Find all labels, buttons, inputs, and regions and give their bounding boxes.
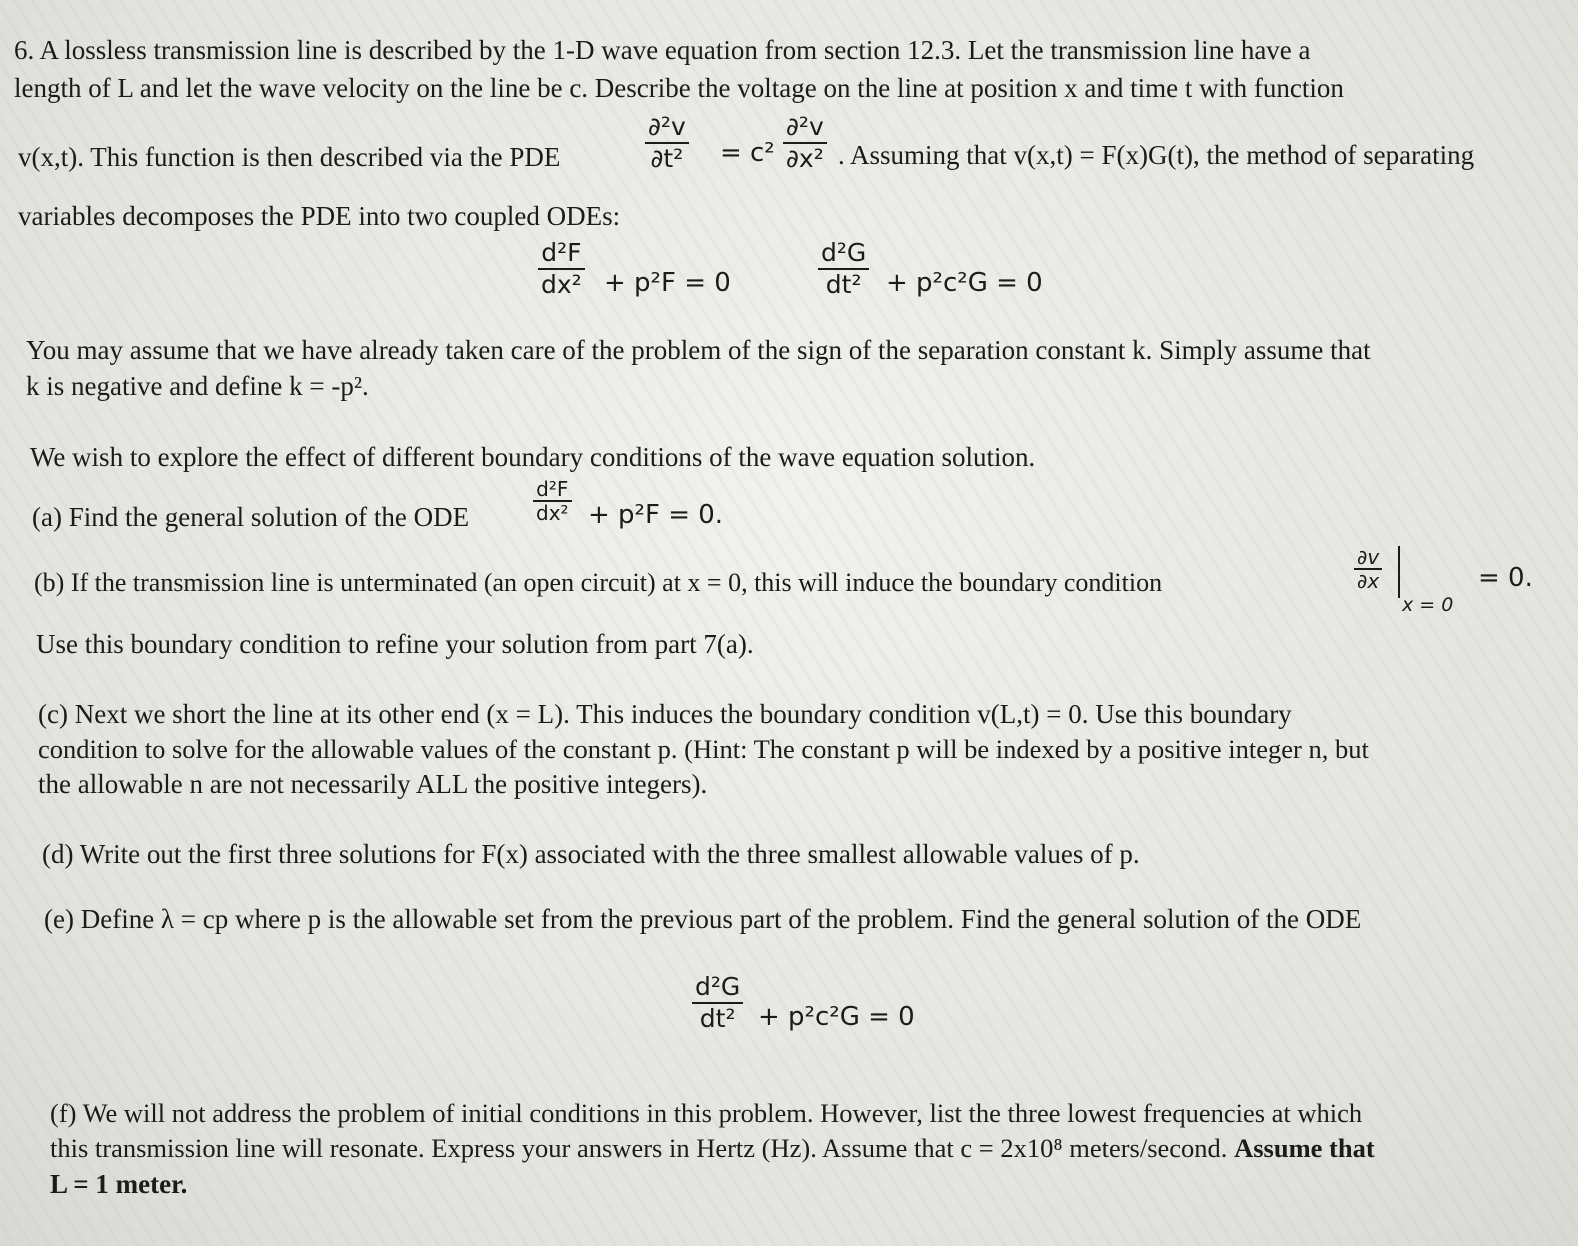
part-e-line-1: (e) Define λ = cp where p is the allowable set from the previous part of the problem. Find the general solution of the ODE [44, 904, 1362, 934]
problem-line-1: 6. A lossless transmission line is described by the 1-D wave equation from section 12.3. Let the transmission line have a [14, 35, 1311, 65]
part-a-numerator: d²F [536, 477, 569, 501]
part-a-text: (a) Find the general solution of the ODE [32, 502, 470, 532]
problem-line-2: length of L and let the wave velocity on the line be c. Describe the voltage on the line at position x and time t with function [14, 73, 1344, 103]
problem-line-3-post: . Assuming that v(x,t) = F(x)G(t), the method of separating [838, 140, 1475, 170]
part-b-denominator: ∂x [1357, 569, 1380, 593]
part-f-line-2-text: this transmission line will resonate. Express your answers in Hertz (Hz). Assume that c = 2x10⁸ meters/second. [50, 1133, 1228, 1163]
pde-coefficient: c² [750, 138, 775, 168]
part-f-line-3: L = 1 meter. [50, 1169, 188, 1199]
part-b-evaluation-point: x = 0 [1402, 594, 1454, 616]
ode2-rest: + p²c²G = 0 [886, 268, 1043, 298]
problem-line-3-pre: v(x,t). This function is then described via the PDE [18, 142, 561, 172]
part-b-line-2: Use this boundary condition to refine your solution from part 7(a). [36, 629, 754, 659]
part-e-numerator: d²G [695, 972, 741, 1001]
pde-lhs-numerator: ∂²v [648, 112, 686, 141]
part-e-equation-rest: + p²c²G = 0 [758, 1002, 915, 1032]
ode2-fraction [818, 238, 869, 300]
part-c-line-1: (c) Next we short the line at its other end (x = L). This induces the boundary condition v(L,t) = 0. Use this boundary [38, 699, 1292, 729]
ode1-rest: + p²F = 0 [604, 268, 731, 298]
part-f-line-1: (f) We will not address the problem of initial conditions in this problem. However, list the three lowest frequencies at which [50, 1098, 1363, 1128]
pde-rhs-numerator: ∂²v [786, 112, 824, 141]
part-b-equation-rest: = 0. [1478, 563, 1533, 593]
pde-rhs-denominator: ∂x² [786, 144, 824, 173]
part-f-line-2-bold: Assume that [1234, 1133, 1375, 1163]
pde-equals: = [720, 138, 742, 168]
intro-text: We wish to explore the effect of different boundary conditions of the wave equation solution. [30, 442, 1036, 472]
ode2-denominator: dt² [825, 270, 862, 299]
part-c-line-2: condition to solve for the allowable values of the constant p. (Hint: The constant p will be indexed by a positive integer n, but [38, 734, 1369, 764]
evaluation-bar [1398, 546, 1400, 598]
problem-line-6: k is negative and define k = -p². [26, 371, 369, 401]
problem-line-5: You may assume that we have already taken care of the problem of the sign of the separation constant k. Simply assume that [26, 335, 1371, 365]
ode2-numerator: d²G [821, 238, 867, 267]
part-f-line-2 [50, 1132, 1375, 1164]
ode1-fraction [538, 238, 585, 300]
part-b-numerator: ∂v [1357, 545, 1380, 569]
ode1-numerator: d²F [541, 238, 582, 267]
part-c-line-3: the allowable n are not necessarily ALL the positive integers). [38, 769, 708, 799]
part-a-fraction [533, 478, 572, 524]
part-e-denominator: dt² [699, 1004, 736, 1033]
ode1-denominator: dx² [541, 270, 582, 299]
problem-line-4: variables decomposes the PDE into two coupled ODEs: [18, 201, 621, 231]
pde-lhs-denominator: ∂t² [650, 144, 684, 173]
pde-lhs-fraction [645, 112, 689, 174]
part-a-equation-rest: + p²F = 0. [588, 500, 724, 530]
part-d-line-1: (d) Write out the first three solutions for F(x) associated with the three smallest allowable values of p. [42, 839, 1140, 869]
part-a-denominator: dx² [536, 501, 569, 525]
pde-rhs-fraction [783, 112, 827, 174]
part-e-fraction [692, 972, 743, 1034]
part-b-text: (b) If the transmission line is unterminated (an open circuit) at x = 0, this will induce the boundary condition [34, 568, 1163, 597]
part-b-fraction [1354, 546, 1382, 592]
